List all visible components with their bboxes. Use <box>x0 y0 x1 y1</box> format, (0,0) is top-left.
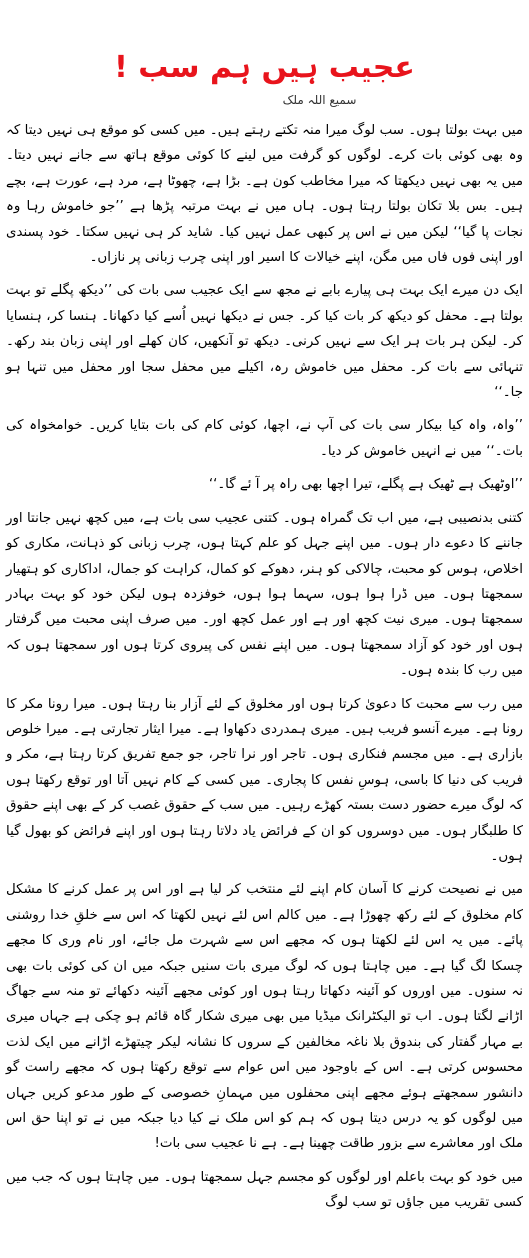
article-paragraph-1: میں بہت بولتا ہوں۔ سب لوگ میرا منہ تکتے رہتے ہیں۔ میں کسی کو موقع ہی نہیں دیتا کہ وہ بھی کوئی بات کرے۔ لوگوں کو گرفت میں لینے کا کوئی موقع ہاتھ سے جانے نہیں دیتا۔ میں یہ بھی نہیں دیکھتا کہ میرا مخاطب کون ہے۔ بڑا ہے، چھوٹا ہے، مرد ہے، عورت ہے، بچے ہیں۔ بس بلا تکان بولتا رہتا ہوں۔ ہاں میں نے بہت مرتبہ پڑھا ہے ’’جو خاموش رہا وہ نجات پا گیا‘‘ لیکن میں نے اس پر کبھی عمل نہیں کیا۔ شاید کر ہی نہیں سکتا۔ خود پسندی اور اپنی فوں فاں میں مگن، اپنے خیالات کا اسیر اور اپنی چرب زبانی پر نازاں۔ <box>6 123 523 266</box>
article-title: عجیب ہیں ہم سب ! <box>114 50 415 85</box>
article-paragraph-5: کتنی بدنصیبی ہے، میں اب تک گمراہ ہوں۔ کتنی عجیب سی بات ہے، میں کچھ نہیں جانتا اور جاننے کا دعوے دار ہوں۔ میں اپنے جہل کو علم کہتا ہوں، چرب زبانی کو ذہانت، مکاری کو اخلاص، ہوس کو محبت، چالاکی کو ہنر، دھوکے کو کمال، کراہت کو جمال، اداکاری کو ہتھیار سمجھتا ہوں۔ میں ڈرا ہوا ہوں، سہما ہوا ہوں، خوفزدہ ہوں لیکن خود کو بہت بہادر سمجھتا ہوں۔ میری نیت کچھ اور ہے اور عمل کچھ اور۔ میں صرف اپنی محبت میں گرفتار ہوں اور خود کو آزاد سمجھتا ہوں۔ میں اپنے نفس کی پیروی کرتا ہوں اور سمجھتا ہوں کہ میں رب کا بندہ ہوں۔ <box>6 510 523 679</box>
author-byline: سمیع اللہ ملک <box>282 93 357 107</box>
article-paragraph-2: ایک دن میرے ایک بہت ہی پیارے بابے نے مجھ سے ایک عجیب سی بات کی ’’دیکھ پگلے تو بہت بولتا ہے۔ محفل کو دیکھ کر بات کیا کر۔ جس نے دیکھا نہیں اُسے کیا دکھانا۔ ہنسا کر، ہنسایا کر۔ لیکن ہر بات ہر ایک سے نہیں کرنی۔ دیکھ تو آنکھیں، کان کھلے اور اپنی زبان بند رکھ۔ تنہائی سے بات کر۔ محفل میں خاموش رہ، اکیلے میں محفل سجا اور محفل میں تنہا ہو جا۔‘‘ <box>6 283 523 401</box>
article-paragraph-7: میں نے نصیحت کرنے کا آسان کام اپنے لئے منتخب کر لیا ہے اور اس پر عمل کرنے کا مشکل کام مخلوق کے لئے رکھ چھوڑا ہے۔ میں کالم اس لئے نہیں لکھتا کہ اس سے خلقِ خدا روشنی پائے۔ میں یہ اس لئے لکھتا ہوں کہ مجھے اس سے شہرت مل جائے، اور نام وری کا مجھے چسکا لگ گیا ہے۔ میں چاہتا ہوں کہ لوگ میری بات سنیں جبکہ میں ان کی کوئی بات بھی نہ سنوں۔ میں اوروں کو آئینہ دکھاتا رہتا ہوں اور کوئی مجھے آئینہ دکھائے تو منہ سے جھاگ اڑانے لگتا ہوں۔ اب تو الیکٹرانک میڈیا میں بھی میری شکار گاہ قائم ہو چکی ہے جہاں میری بے مہار گفتار کی بندوق بلا ناغہ مخالفین کے سروں کا نشانہ لیکر چیتھڑے اڑانے میں ایک لذت محسوس کرتی ہے۔ اس کے باوجود میں اس عوام سے توقع رکھتا ہوں کہ مجھے راست گو دانشور سمجھتے ہوئے مجھے اپنی محفلوں میں مہمانِ خصوصی کے طور مدعو کریں جہاں میں لوگوں کو یہ درس دیتا ہوں کہ ہم کو اس ملک نے کیا دیا جبکہ میں نے تو اپنا حق اس ملک اور معاشرے سے بزور طاقت چھینا ہے۔ ہے نا عجیب سی بات! <box>6 882 523 1152</box>
article-paragraph-4: ’’اوٹھیک ہے ٹھیک ہے پگلے، تیرا اچھا بھی راہ پر آ ئے گا۔‘‘ <box>208 477 523 493</box>
article-paragraph-8: میں خود کو بہت باعلم اور لوگوں کو مجسم جہل سمجھتا ہوں۔ میں چاہتا ہوں کہ جب میں کسی تقریب میں جاؤں تو سب لوگ <box>6 1169 523 1211</box>
article-paragraph-3: ’’واہ، واہ کیا بیکار سی بات کی آپ نے، اچھا، کوئی کام کی بات بتایا کریں۔ خوامخواہ کی بات۔‘‘ میں نے انہیں خاموش کر دیا۔ <box>6 418 523 459</box>
article-paragraph-6: میں رب سے محبت کا دعویٰ کرتا ہوں اور مخلوق کے لئے آزار بنا رہتا ہوں۔ میرا رونا مکر کا رونا ہے۔ میرے آنسو فریب ہیں۔ میری ہمدردی دکھاوا ہے۔ میرا ایثار تجارتی ہے۔ میرا خلوص بازاری ہے۔ میں مجسم فنکاری ہوں۔ تاجر اور نرا تاجر، جو جمع تفریق کرتا رہتا ہے، مکر و فریب کی دنیا کا باسی، ہوسِ نفس کا پجاری۔ میں کسی کے کام نہیں آتا اور توقع رکھتا ہوں کہ لوگ میرے حضور دست بستہ کھڑے رہیں۔ میں سب کے حقوق غصب کر کے بھی اپنے حقوق کا طلبگار ہوں۔ میں دوسروں کو ان کے فرائض یاد دلاتا رہتا ہوں اور اپنے فرائض کو بھول گیا ہوں۔ <box>6 696 523 864</box>
